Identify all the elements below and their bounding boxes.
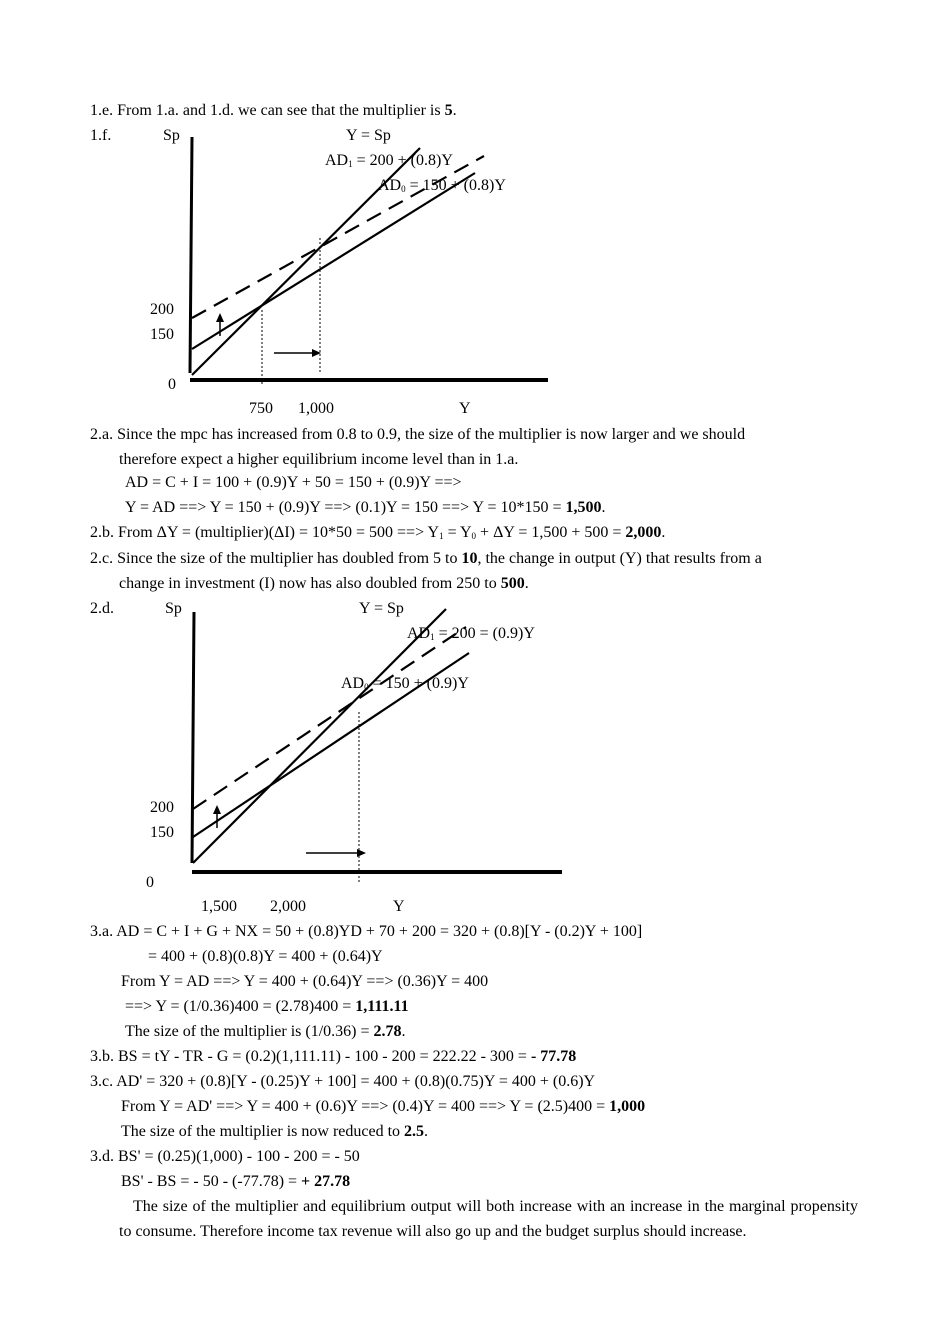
text: . xyxy=(661,524,666,541)
line-3b xyxy=(90,1047,576,1067)
chart-2d-shift-up-arrowhead xyxy=(213,805,221,814)
line-3a-2: = 400 + (0.8)(0.8)Y = 400 + (0.64)Y xyxy=(148,948,383,965)
chart-2d-x-axis-label: Y xyxy=(393,898,405,915)
text: = 200 + (0.8)Y xyxy=(352,152,453,169)
bold-value: 1,111.11 xyxy=(355,998,409,1015)
bold-value: 10 xyxy=(461,550,478,567)
text: + ΔY = 1,500 + 500 = xyxy=(476,524,626,541)
text: 2.c. Since the size of the multiplier has doubled from 5 to xyxy=(90,550,462,567)
text: = 200 = (0.9)Y xyxy=(434,625,535,642)
line-3a-3: From Y = AD ==> Y = 400 + (0.64)Y ==> (0.36)Y = 400 xyxy=(121,973,489,990)
chart-2d-sp-line-label: Y = Sp xyxy=(359,600,404,617)
bold-value: 1,500 xyxy=(565,499,602,516)
subscript: 0 xyxy=(401,184,406,194)
text: The size of the multiplier is now reduced to xyxy=(121,1123,405,1140)
line-3a-1: 3.a. AD = C + I + G + NX = 50 + (0.8)YD + 70 + 200 = 320 + (0.8)[Y - (0.2)Y + 100] xyxy=(90,923,643,940)
chart-2d-y-axis xyxy=(192,612,194,863)
bold-value: 2.78 xyxy=(373,1023,402,1040)
text: AD xyxy=(341,675,365,692)
paragraph-2a xyxy=(90,422,858,472)
bold-value: + 27.78 xyxy=(301,1173,351,1190)
text: . xyxy=(401,1023,406,1040)
bold-value: 1,000 xyxy=(609,1098,646,1115)
line-2b xyxy=(90,523,665,543)
text: Y = AD ==> Y = 150 + (0.9)Y ==> (0.1)Y = 150 ==> Y = 10*150 = xyxy=(125,499,566,516)
text: . xyxy=(452,102,457,119)
bold-value: - 77.78 xyxy=(530,1048,577,1065)
subscript: 0 xyxy=(364,682,369,692)
bold-value: 2,000 xyxy=(625,524,662,541)
chart-2d-tick-150: 150 xyxy=(150,824,174,841)
chart-2d-tick-1500: 1,500 xyxy=(201,898,237,915)
chart-1f-tick-0: 0 xyxy=(168,376,176,393)
text: 2.a. Since the mpc has increased from 0.8 to 0.9, the size of the multiplier is now larger and we should xyxy=(90,426,746,443)
chart-2d-line-ad1 xyxy=(193,627,466,809)
chart-2d-shift-right-arrowhead xyxy=(357,849,366,857)
line-3a-5 xyxy=(125,1022,406,1042)
label-1f: 1.f. xyxy=(90,127,112,144)
chart-1f-tick-200: 200 xyxy=(150,301,174,318)
label-2d: 2.d. xyxy=(90,600,114,617)
chart-2d-ad0-label xyxy=(341,674,469,694)
paragraph-3d-conclusion: The size of the multiplier and equilibrium output will both increase with an increase in the marginal propensity to consume. Therefore income tax revenue will also go up and the budget surplus should increase. xyxy=(119,1198,858,1240)
line-2a-eq2 xyxy=(125,498,606,518)
text: AD xyxy=(325,152,349,169)
text: = 150 + (0.9)Y xyxy=(368,675,469,692)
text: AD xyxy=(378,177,402,194)
chart-2d-tick-0: 0 xyxy=(146,874,154,891)
chart-1f-tick-1000: 1,000 xyxy=(298,400,334,417)
text: therefore expect a higher equilibrium income level than in 1.a. xyxy=(119,451,519,468)
chart-2d-y-axis-label: Sp xyxy=(165,600,182,617)
chart-1f-x-axis-label: Y xyxy=(459,400,471,417)
text: = Y xyxy=(443,524,472,541)
line-2a-eq1: AD = C + I = 100 + (0.9)Y + 50 = 150 + (0.9)Y ==> xyxy=(125,474,462,491)
text: . xyxy=(424,1123,429,1140)
text: ==> Y = (1/0.36)400 = (2.78)400 = xyxy=(125,998,356,1015)
text: BS' - BS = - 50 - (-77.78) = xyxy=(121,1173,302,1190)
text: = 150 + (0.8)Y xyxy=(405,177,506,194)
subscript: 1 xyxy=(348,159,353,169)
subscript: 0 xyxy=(471,531,477,541)
chart-1f-tick-750: 750 xyxy=(249,400,273,417)
line-3d-2 xyxy=(121,1172,350,1192)
chart-1f-ad0-label xyxy=(378,176,506,196)
chart-2d xyxy=(192,609,562,882)
chart-2d-ad1-label xyxy=(407,624,535,644)
chart-2d-tick-200: 200 xyxy=(150,799,174,816)
subscript: 1 xyxy=(430,632,435,642)
text: 1.e. From 1.a. and 1.d. we can see that the multiplier is xyxy=(90,102,445,119)
chart-1f-y-axis xyxy=(190,137,192,373)
line-1e xyxy=(90,101,457,121)
line-3a-4 xyxy=(125,997,409,1017)
bold-value: 500 xyxy=(500,575,525,592)
subscript: 1 xyxy=(439,531,444,541)
text: 3.b. BS = tY - TR - G = (0.2)(1,111.11) - 100 - 200 = 222.22 - 300 = xyxy=(90,1048,531,1065)
bold-value: 5 xyxy=(444,102,453,119)
chart-1f-sp-line-label: Y = Sp xyxy=(346,127,391,144)
chart-2d-tick-2000: 2,000 xyxy=(270,898,306,915)
text: , the change in output (Y) that results from a xyxy=(477,550,762,567)
chart-1f-line-ad0 xyxy=(192,173,475,349)
text: change in investment (I) now has also doubled from 250 to xyxy=(119,575,501,592)
text: 2.b. From ΔY = (multiplier)(ΔI) = 10*50 = 500 ==> Y xyxy=(90,524,440,541)
chart-1f-ad1-label xyxy=(325,151,453,171)
text-cont xyxy=(90,571,858,596)
chart-1f-y-axis-label: Sp xyxy=(163,127,180,144)
text: . xyxy=(524,575,529,592)
chart-1f-shift-up-arrowhead xyxy=(216,313,224,322)
text: The size of the multiplier is (1/0.36) = xyxy=(125,1023,374,1040)
line-3c-2 xyxy=(121,1097,645,1117)
line-3c-1: 3.c. AD' = 320 + (0.8)[Y - (0.25)Y + 100] = 400 + (0.8)(0.75)Y = 400 + (0.6)Y xyxy=(90,1073,596,1090)
text: From Y = AD' ==> Y = 400 + (0.6)Y ==> (0.4)Y = 400 ==> Y = (2.5)400 = xyxy=(121,1098,610,1115)
chart-2d-line-sp xyxy=(193,609,446,863)
chart-1f xyxy=(190,137,548,386)
text: AD xyxy=(407,625,431,642)
text: . xyxy=(601,499,606,516)
bold-value: 2.5 xyxy=(404,1123,425,1140)
paragraph-2c xyxy=(90,546,858,596)
chart-1f-tick-150: 150 xyxy=(150,326,174,343)
line-3d-1: 3.d. BS' = (0.25)(1,000) - 100 - 200 = - 50 xyxy=(90,1148,360,1165)
line-3c-3 xyxy=(121,1122,428,1142)
